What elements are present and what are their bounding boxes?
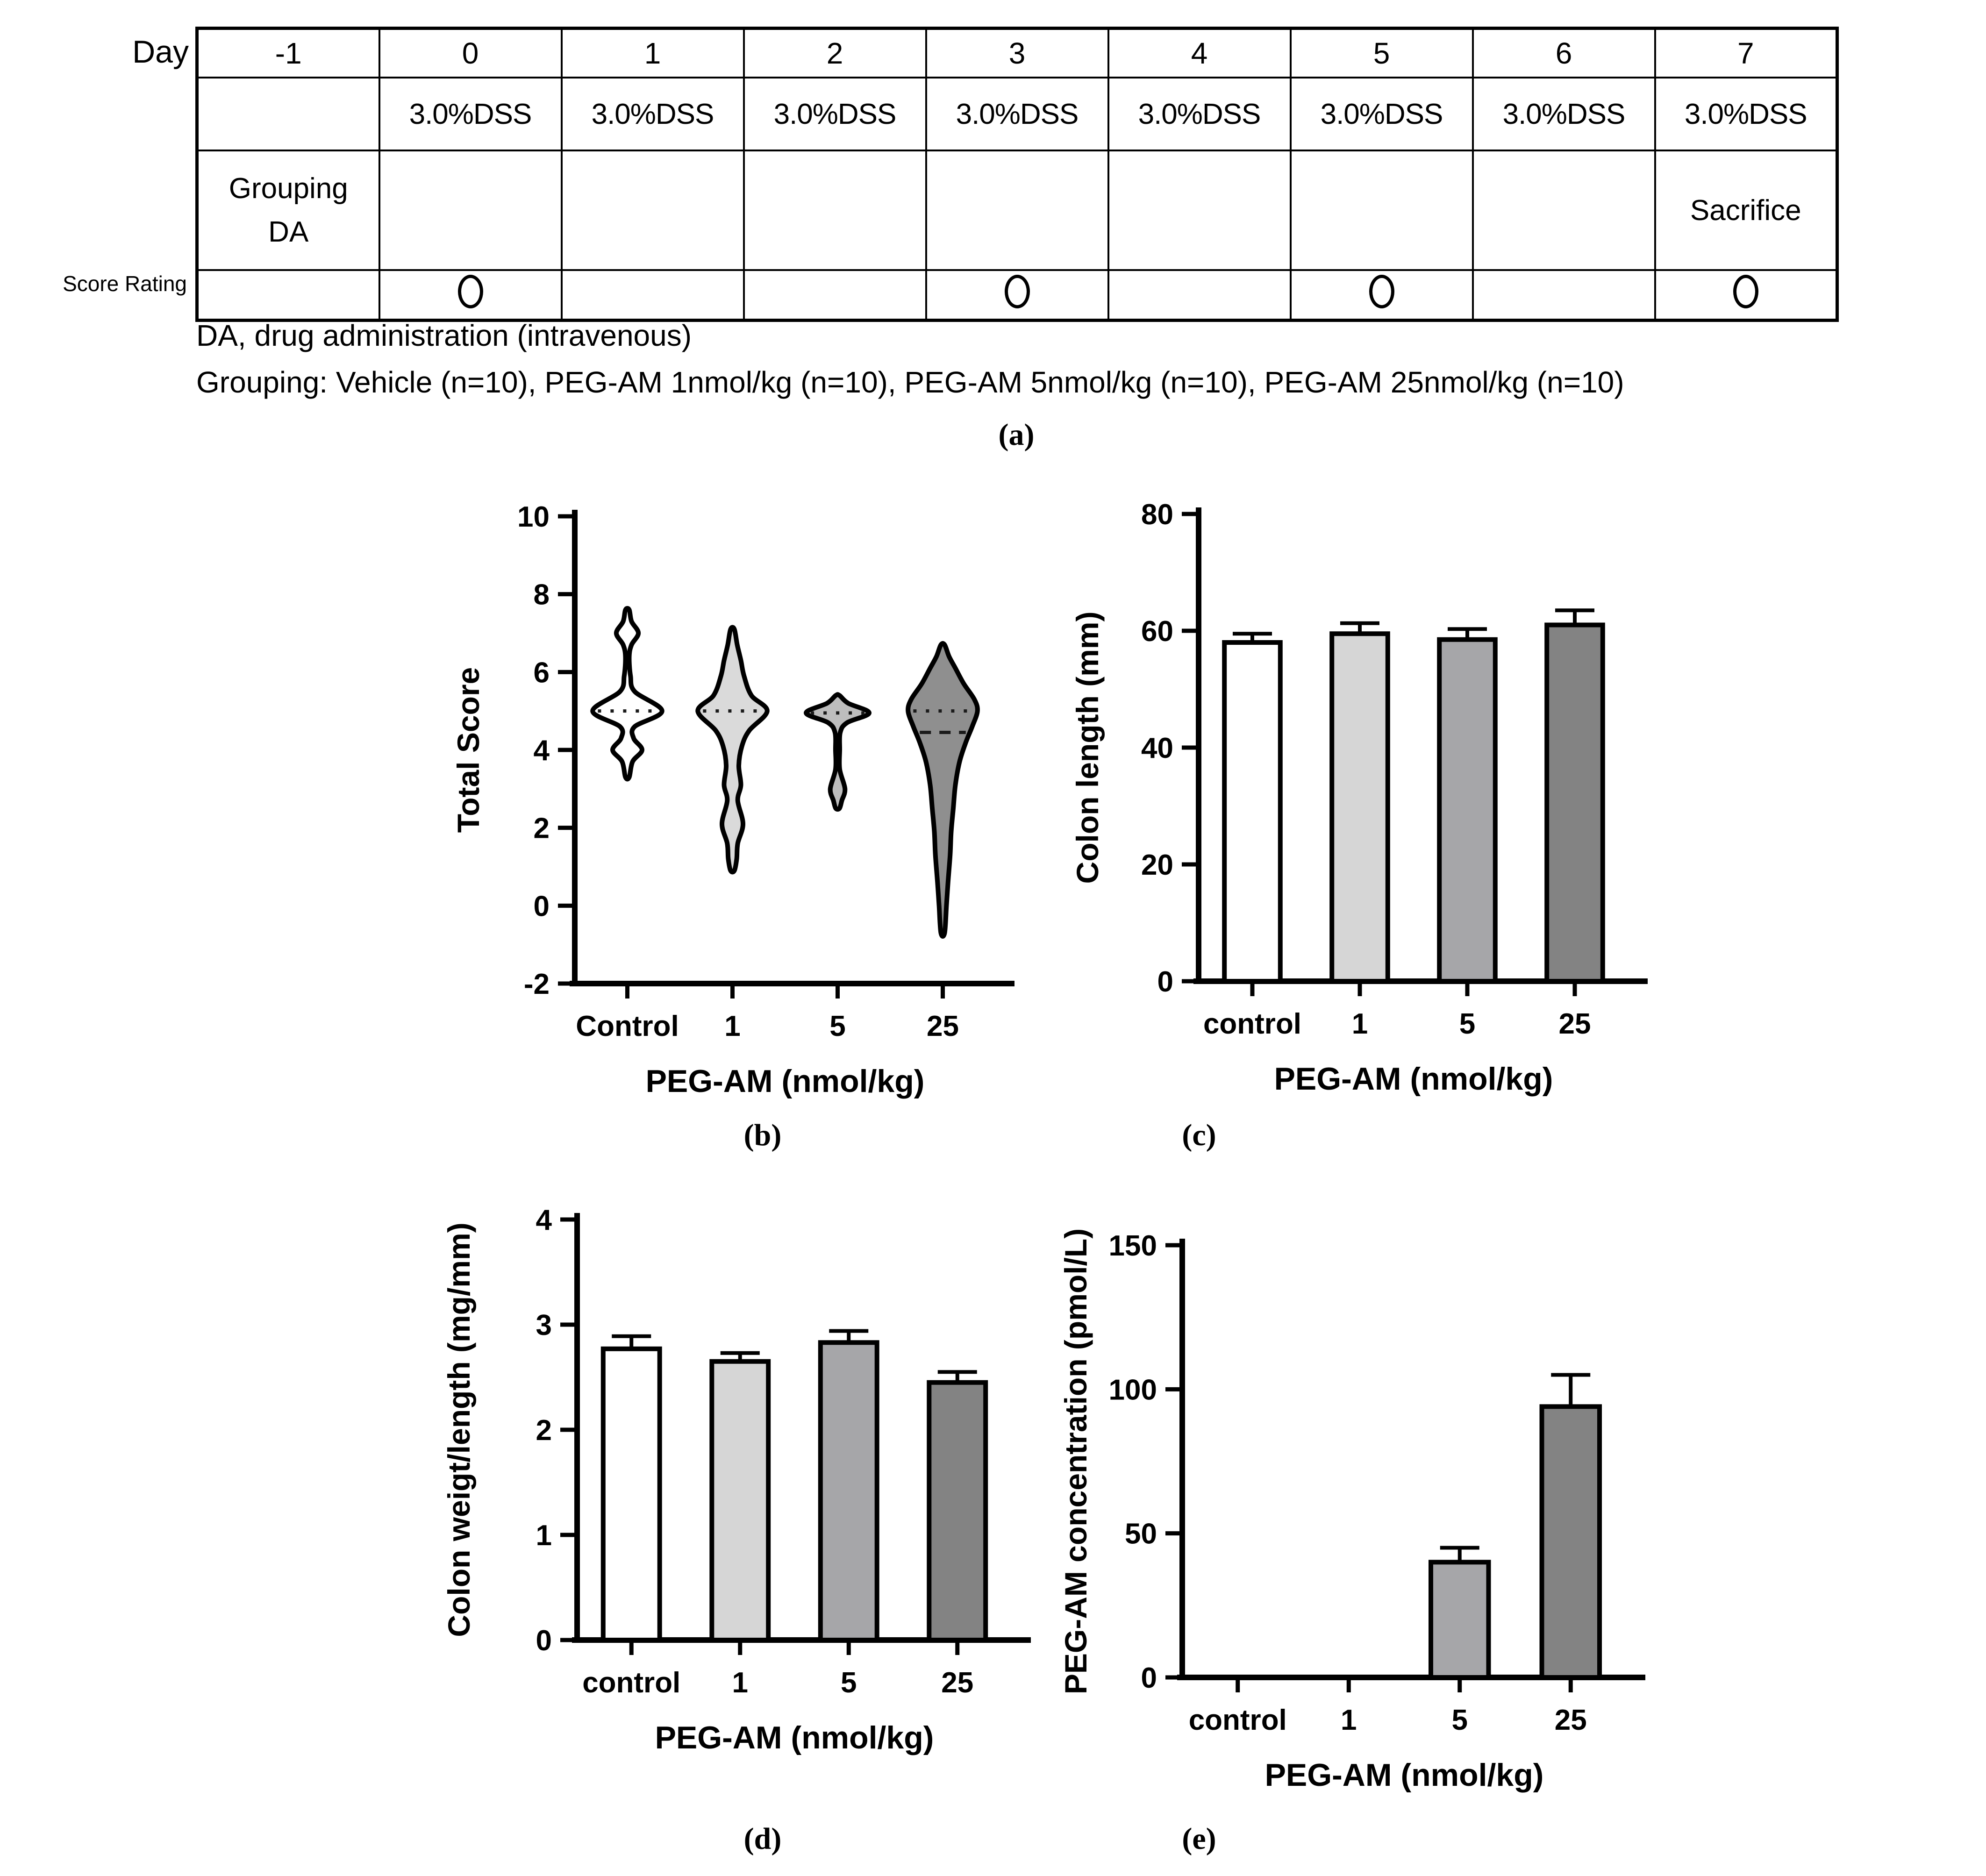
bar-1 bbox=[1332, 634, 1388, 981]
x-axis-title: PEG-AM (nmol/kg) bbox=[655, 1720, 934, 1755]
x-category-label: 5 bbox=[1451, 1704, 1468, 1736]
day-cell: 7 bbox=[1655, 29, 1837, 78]
dss-cell: 3.0%DSS bbox=[1655, 78, 1837, 150]
y-tick-label: 1 bbox=[536, 1519, 552, 1552]
day-cell: 6 bbox=[1473, 29, 1655, 78]
bar-1 bbox=[712, 1362, 768, 1640]
chart-c-colon-length-bar bbox=[1051, 495, 1654, 1117]
bar-5 bbox=[1439, 640, 1495, 981]
x-category-label: 25 bbox=[1554, 1704, 1587, 1736]
day-cell: 2 bbox=[744, 29, 926, 78]
bar-control bbox=[603, 1349, 660, 1640]
x-category-label: 1 bbox=[732, 1667, 748, 1699]
x-category-label: 25 bbox=[927, 1010, 959, 1042]
score-circle bbox=[1733, 275, 1758, 308]
score-circle bbox=[1005, 275, 1030, 308]
error-bar bbox=[1551, 1375, 1590, 1407]
panel-label-d: (d) bbox=[743, 1822, 782, 1856]
dss-cell: 3.0%DSS bbox=[1473, 78, 1655, 150]
y-tick-label: 4 bbox=[533, 735, 550, 767]
empty-cell bbox=[562, 150, 744, 270]
note-grouping: Grouping: Vehicle (n=10), PEG-AM 1nmol/kg (n=10), PEG-AM 5nmol/kg (n=10), PEG-AM 25nmol/kg (n=10) bbox=[196, 365, 1624, 399]
chart-e-pegam-concentration-bar bbox=[1042, 1182, 1696, 1827]
bar-control bbox=[1224, 642, 1280, 981]
y-tick-label: 8 bbox=[533, 578, 550, 611]
x-category-label: Control bbox=[576, 1010, 679, 1042]
x-category-label: 5 bbox=[829, 1010, 846, 1042]
empty-cell bbox=[197, 78, 379, 150]
score-rating-row-label: Score Rating bbox=[63, 271, 187, 296]
day-cell: 1 bbox=[562, 29, 744, 78]
y-tick-label: 0 bbox=[536, 1625, 552, 1657]
y-tick-label: 0 bbox=[1157, 966, 1173, 998]
bar-5 bbox=[1431, 1562, 1489, 1677]
score-circle bbox=[458, 275, 483, 308]
bar-5 bbox=[821, 1342, 877, 1640]
x-axis-title: PEG-AM (nmol/kg) bbox=[1264, 1757, 1544, 1793]
empty-cell bbox=[379, 150, 562, 270]
y-tick-label: 150 bbox=[1108, 1230, 1157, 1262]
y-tick-label: 4 bbox=[536, 1204, 552, 1236]
x-category-label: 1 bbox=[724, 1010, 741, 1042]
grouping-da-cell bbox=[197, 150, 379, 270]
y-tick-label: 40 bbox=[1141, 732, 1173, 764]
bar-25 bbox=[1547, 625, 1603, 982]
y-tick-label: 2 bbox=[536, 1414, 552, 1447]
y-tick-label: 80 bbox=[1141, 499, 1173, 531]
dss-cell: 3.0%DSS bbox=[1108, 78, 1291, 150]
x-category-label: 25 bbox=[1558, 1008, 1591, 1040]
score-cell-day-7 bbox=[1655, 270, 1837, 321]
empty-cell bbox=[1108, 150, 1291, 270]
dss-cell: 3.0%DSS bbox=[926, 78, 1108, 150]
schedule-table bbox=[195, 27, 1839, 322]
x-category-label: 5 bbox=[1459, 1008, 1476, 1040]
y-axis-title: Colon weigt/length (mg/mm) bbox=[442, 1222, 476, 1637]
y-tick-label: 20 bbox=[1141, 849, 1173, 881]
chart-b-total-score-violin bbox=[435, 495, 1019, 1117]
y-tick-label: 10 bbox=[517, 501, 550, 533]
violin-25 bbox=[908, 643, 978, 936]
score-circle bbox=[1369, 275, 1394, 308]
x-category-label: 5 bbox=[841, 1667, 857, 1699]
y-tick-label: 0 bbox=[1141, 1662, 1157, 1694]
dss-cell: 3.0%DSS bbox=[379, 78, 562, 150]
violin-Control bbox=[593, 608, 662, 779]
bar-25 bbox=[929, 1383, 986, 1640]
y-axis-title: PEG-AM concentration (pmol/L) bbox=[1058, 1228, 1093, 1695]
x-category-label: control bbox=[582, 1667, 681, 1699]
dss-cell: 3.0%DSS bbox=[1291, 78, 1473, 150]
empty-cell bbox=[1473, 150, 1655, 270]
note-da: DA, drug administration (intravenous) bbox=[196, 319, 692, 352]
violin-1 bbox=[698, 628, 767, 872]
dss-cell: 3.0%DSS bbox=[744, 78, 926, 150]
grouping-label: Grouping bbox=[229, 172, 348, 205]
y-tick-label: 6 bbox=[533, 656, 550, 689]
y-axis-title: Colon length (mm) bbox=[1070, 611, 1105, 884]
dss-cell: 3.0%DSS bbox=[562, 78, 744, 150]
x-axis-title: PEG-AM (nmol/kg) bbox=[1274, 1061, 1553, 1097]
panel-label-e: (e) bbox=[1182, 1822, 1216, 1856]
y-tick-label: -2 bbox=[523, 968, 550, 1000]
day-cell: 4 bbox=[1108, 29, 1291, 78]
y-tick-label: 60 bbox=[1141, 615, 1173, 648]
x-category-label: 25 bbox=[941, 1667, 974, 1699]
y-tick-label: 2 bbox=[533, 812, 550, 845]
sacrifice-cell: Sacrifice bbox=[1655, 150, 1837, 270]
x-category-label: 1 bbox=[1351, 1008, 1368, 1040]
empty-cell bbox=[744, 150, 926, 270]
x-category-label: control bbox=[1188, 1704, 1287, 1736]
day-cell: 5 bbox=[1291, 29, 1473, 78]
bar-25 bbox=[1542, 1406, 1600, 1677]
empty-cell bbox=[926, 150, 1108, 270]
empty-cell bbox=[1291, 150, 1473, 270]
x-axis-title: PEG-AM (nmol/kg) bbox=[645, 1063, 925, 1099]
x-category-label: 1 bbox=[1341, 1704, 1357, 1736]
grouping-row bbox=[197, 150, 1837, 270]
day-cell: 0 bbox=[379, 29, 562, 78]
x-category-label: control bbox=[1203, 1008, 1302, 1040]
dss-row bbox=[197, 78, 1837, 150]
da-label: DA bbox=[268, 216, 309, 248]
day-cell: -1 bbox=[197, 29, 379, 78]
y-tick-label: 3 bbox=[536, 1309, 552, 1341]
y-tick-label: 0 bbox=[533, 890, 550, 923]
panel-label-b: (b) bbox=[743, 1118, 782, 1152]
schedule-table-wrap bbox=[195, 27, 1839, 322]
panel-label-a: (a) bbox=[998, 418, 1035, 452]
chart-d-colon-weight-length-bar bbox=[423, 1182, 1044, 1827]
table-notes bbox=[196, 312, 1624, 406]
y-tick-label: 50 bbox=[1125, 1518, 1157, 1550]
y-axis-title: Total Score bbox=[451, 667, 486, 833]
day-cell: 3 bbox=[926, 29, 1108, 78]
table-corner-label: Day bbox=[132, 34, 189, 70]
day-header-row bbox=[197, 29, 1837, 78]
y-tick-label: 100 bbox=[1108, 1374, 1157, 1406]
panel-label-c: (c) bbox=[1182, 1118, 1216, 1152]
